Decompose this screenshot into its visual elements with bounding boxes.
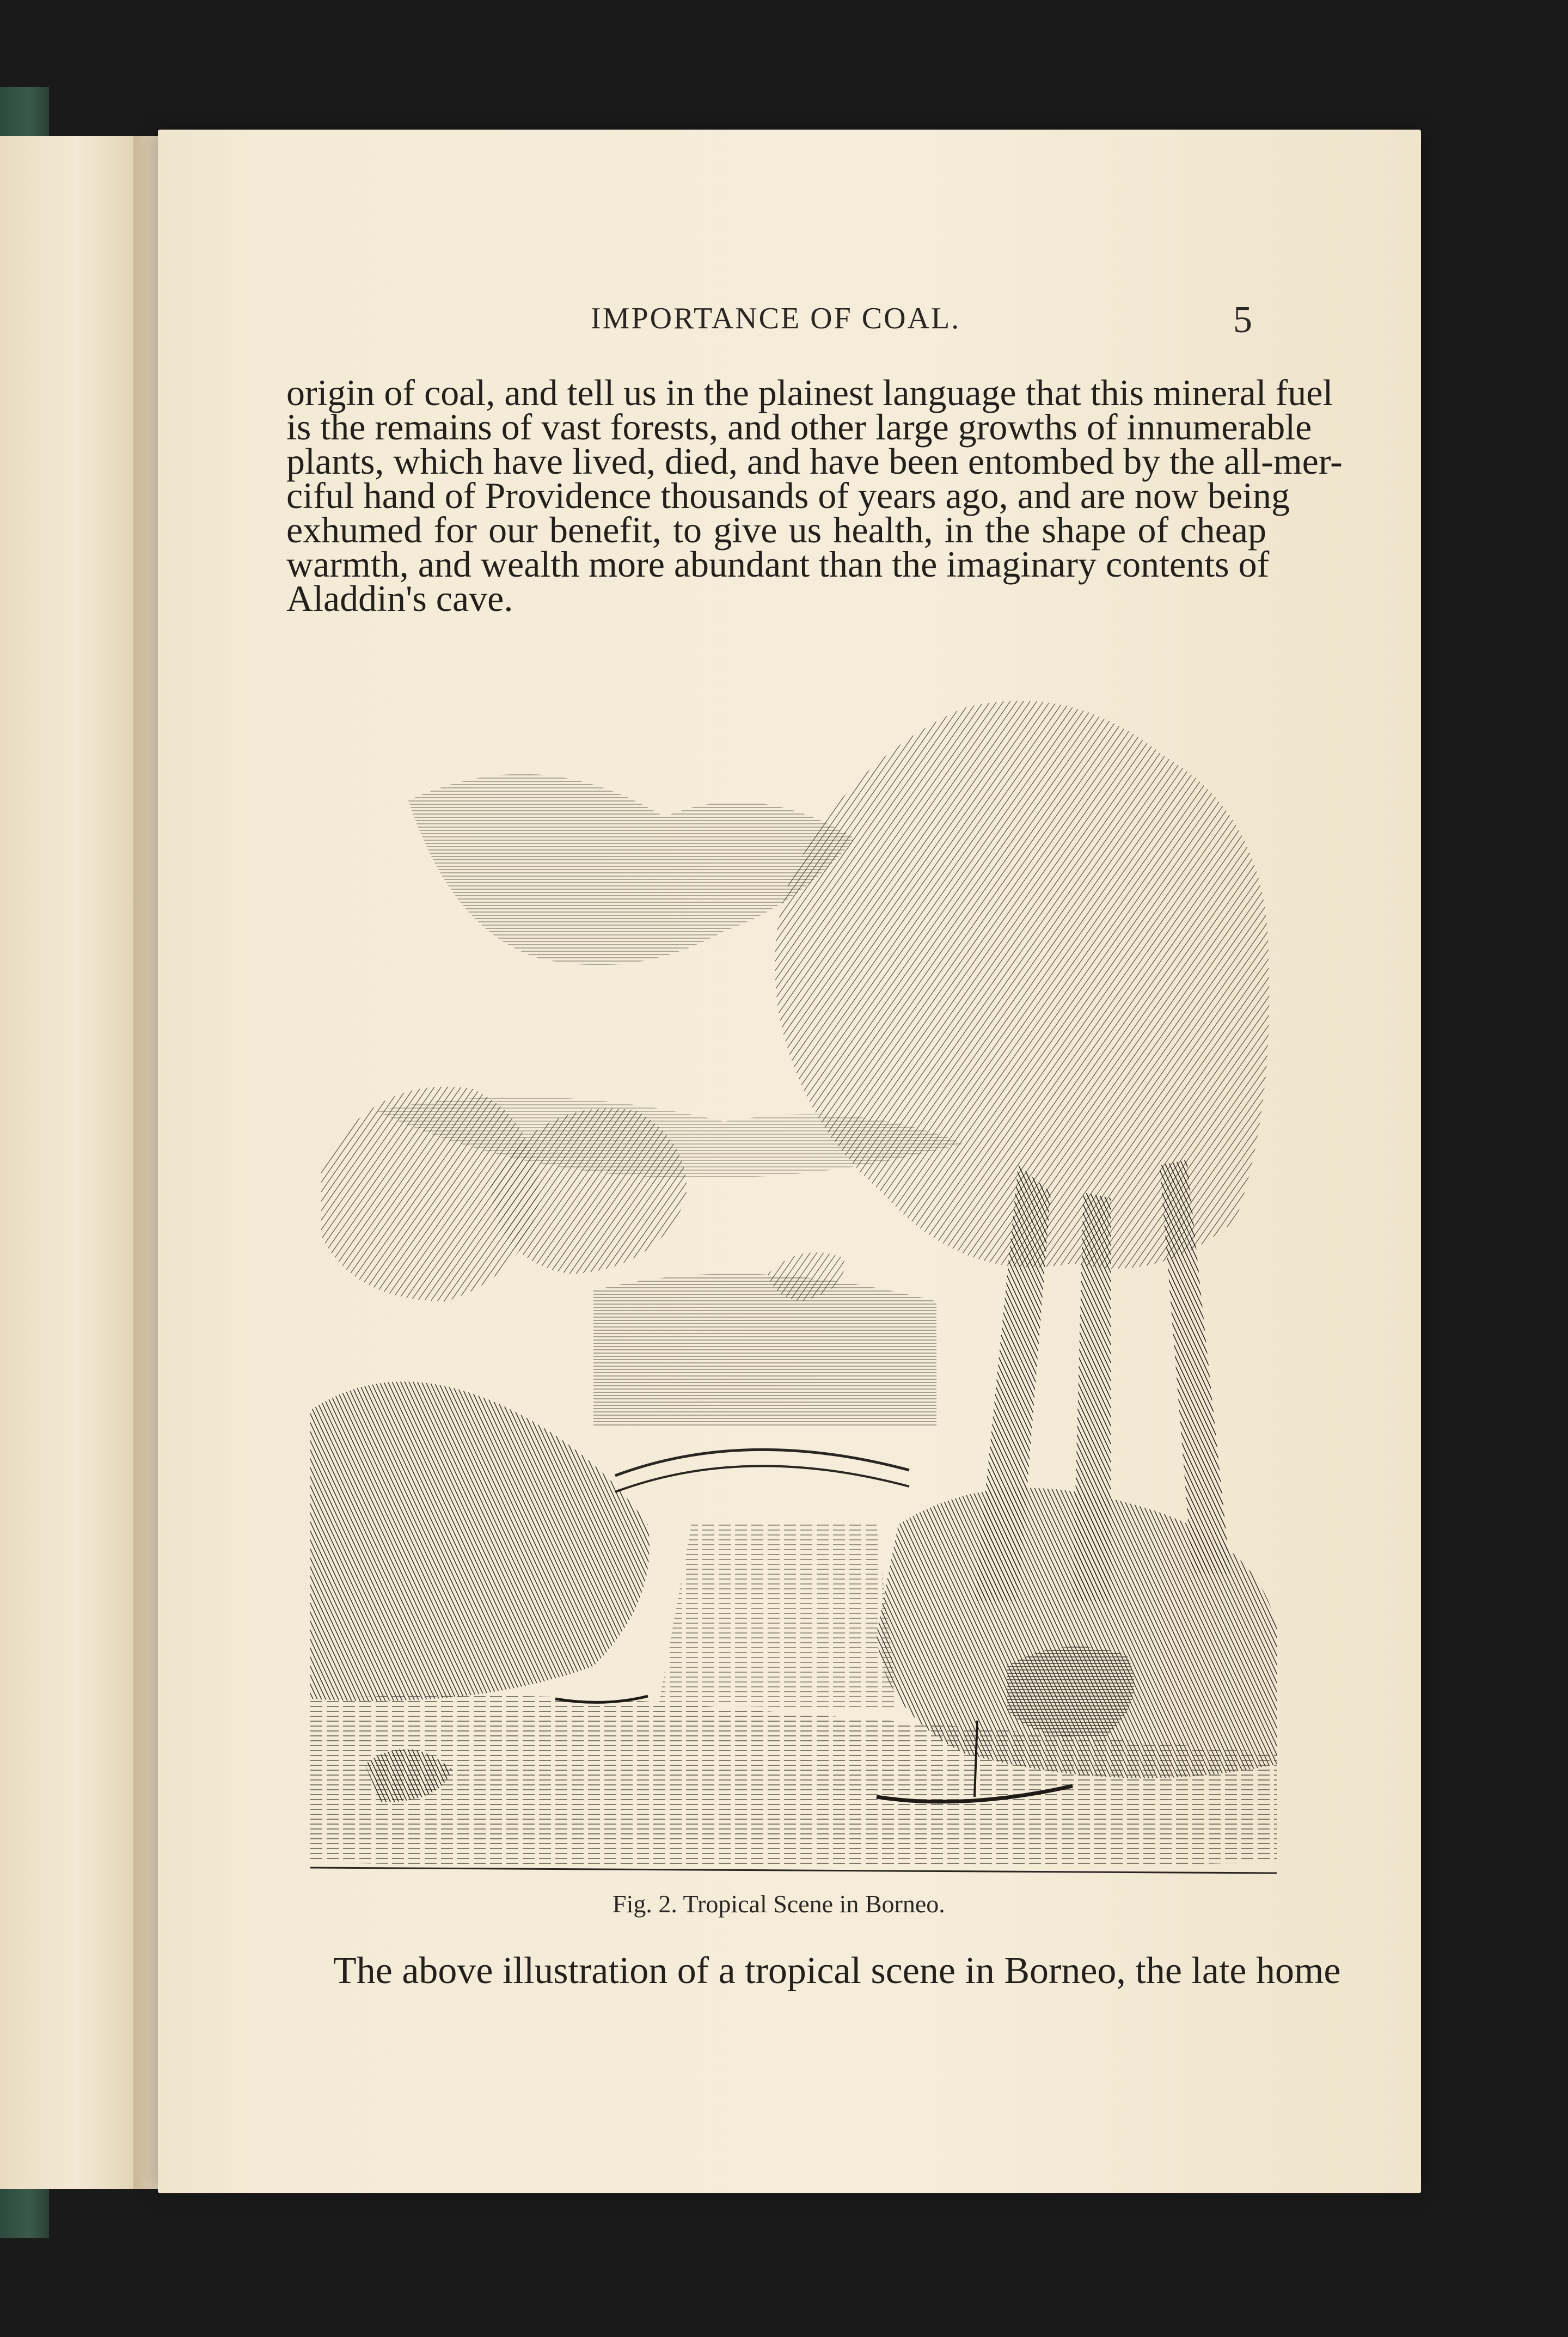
text-line: is the remains of vast forests, and other large growths of innumerable (286, 406, 1312, 448)
continuation-text: The above illustration of a tropical scene in Borneo, the late home (333, 1950, 1341, 1992)
left-page-edge (0, 136, 139, 2189)
tropical-scene-engraving (310, 675, 1277, 1879)
text-line: warmth, and wealth more abundant than the imaginary contents of (286, 543, 1270, 585)
engraving-illustration (310, 675, 1277, 1879)
figure-caption: Fig. 2. Tropical Scene in Borneo. (612, 1890, 945, 1918)
text-line: exhumed for our benefit, to give us health, in the shape of cheap (286, 509, 1266, 550)
text-line: plants, which have lived, died, and have been entombed by the all-mer- (286, 441, 1343, 482)
text-line: ciful hand of Providence thousands of years ago, and are now being (286, 475, 1290, 516)
page-number: 5 (1233, 299, 1252, 341)
running-head: IMPORTANCE OF COAL. (591, 302, 961, 335)
text-line: origin of coal, and tell us in the plainest language that this mineral fuel (286, 372, 1333, 413)
body-paragraph (286, 372, 1343, 619)
text-line: Aladdin's cave. (286, 578, 513, 619)
